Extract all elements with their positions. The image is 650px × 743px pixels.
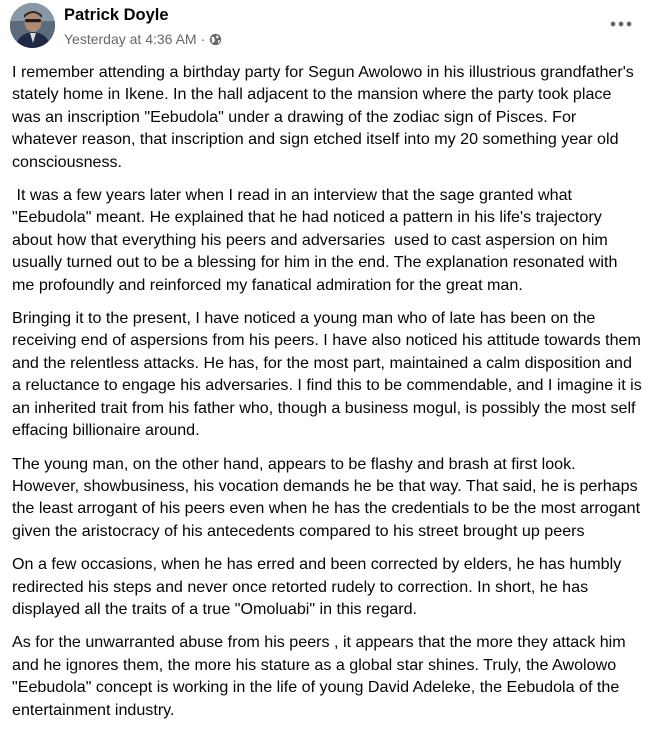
author-name[interactable]: Patrick Doyle [64,6,169,24]
post-paragraph: It was a few years later when I read in an interview that the sage granted what "Eebudola" meant. He explained that he had noticed a pattern in his life's trajectory about how that everything his peers and adversaries used to cast aspersion on him usually turned out to be a blessing for him in the end. The explanation resonated with me profoundly and reinforced my fanatical admiration for the great man. [12,186,622,294]
post-body [12,61,644,732]
post-paragraph: As for the unwarranted abuse from his peers , it appears that the more they attack him and he ignores them, the more his stature as a global star shines. Truly, the Awolowo "Eebudola" concept is working in the life of young David Adeleke, the Eebudola of the entertainment industry. [12,633,626,719]
post-paragraph: I remember attending a birthday party for Segun Awolowo in his illustrious grandfather's stately home in Ikene. In the hall adjacent to the mansion where the party took place was an inscription "Eebudola" under a drawing of the zodiac sign of Pisces. For whatever reason, that inscription and sign etched itself into my 20 something year old consciousness. [12,63,634,171]
post-meta [64,30,222,48]
more-horizontal-icon [609,20,633,28]
post-header [0,0,650,54]
post-timestamp[interactable]: Yesterday at 4:36 AM [64,31,197,47]
more-options-button[interactable] [606,14,636,34]
globe-icon[interactable] [209,33,222,46]
post-paragraph: The young man, on the other hand, appears to be flashy and brash at first look. However, showbusiness, his vocation demands he be that way. That said, he is perhaps the least arrogant of his peers even when he has the credentials to be the most arrogant given the aristocracy of his antecedents compared to his street brought up peers [12,454,641,540]
avatar[interactable] [10,3,55,48]
meta-separator: · [200,31,206,47]
post-paragraph: On a few occasions, when he has erred and been corrected by elders, he has humbly redirected his steps and never once retorted rudely to correction. In short, he has displayed all the traits of a true "Omoluabi" in this regard. [12,555,622,618]
post-paragraph: Bringing it to the present, I have noticed a young man who of late has been on the receiving end of aspersions from his peers. I have also noticed his attitude towards them and the relentless attacks. He has, for the most part, maintained a calm disposition and a reluctance to engage his adversaries. I find this to be commendable, and I imagine it is an inherited trait from his father who, though a business mogul, is possibly the most self effacing billionaire around. [12,309,642,440]
avatar-image [10,3,55,48]
